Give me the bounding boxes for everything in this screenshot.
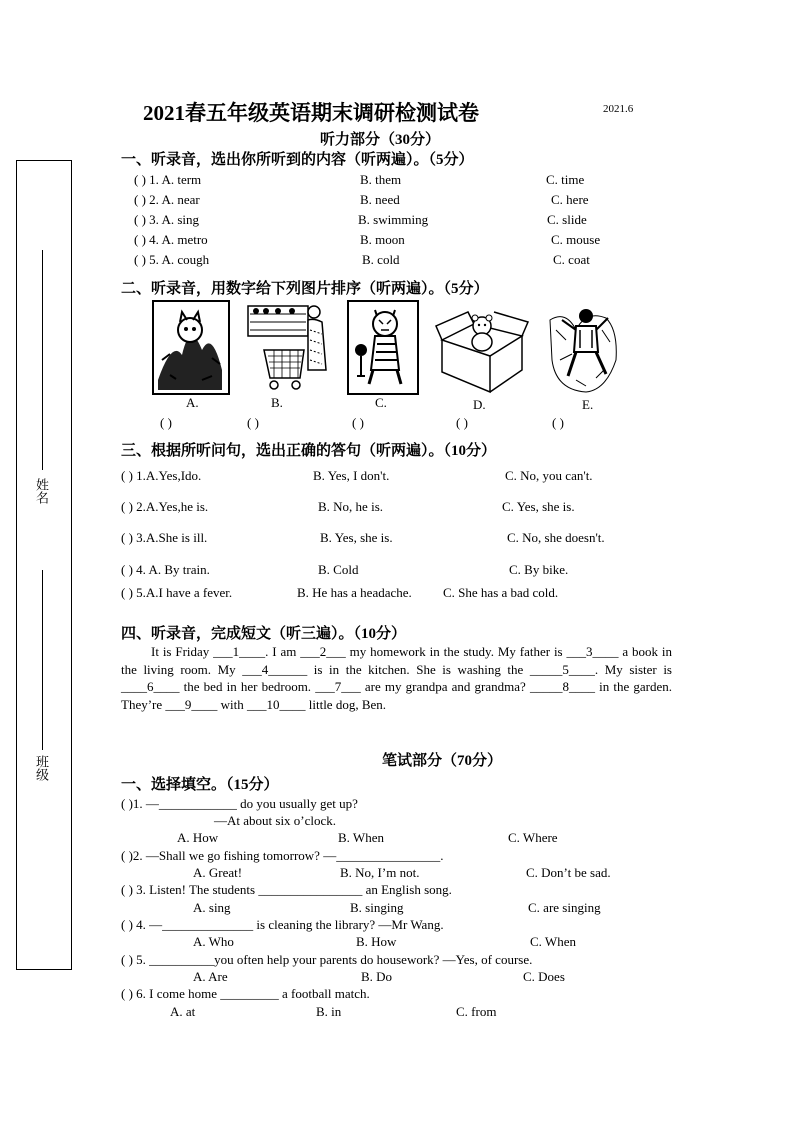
part5-item-6-a: A. at (170, 1004, 196, 1019)
name-label: 姓名 (34, 478, 49, 504)
part5-item-4-b: B. How (356, 934, 397, 949)
part3-item-2-c: C. Yes, she is. (502, 499, 575, 514)
part3-item-4-b: B. Cold (318, 562, 359, 577)
part5-item-5-a: A. Are (193, 969, 228, 984)
picture-blank-b[interactable]: ( ) (247, 415, 259, 430)
part3-item-1-b: B. Yes, I don't. (313, 468, 390, 483)
part5-item-6-b: B. in (316, 1004, 342, 1019)
cat-in-mess-icon (152, 300, 230, 395)
part5-item-2-a: A. Great! (193, 865, 243, 880)
part1-item-5-c: C. coat (553, 252, 590, 267)
listening-section-header: 听力部分（30分） (320, 132, 441, 148)
part5-item-3-c: C. are singing (528, 900, 601, 915)
part1-heading: 一、听录音，选出你所听到的内容（听两遍）。（5分） (121, 152, 474, 168)
teddy-bear-box-icon (434, 300, 530, 395)
part5-item-3-b: B. singing (350, 900, 404, 915)
part1-item-1-c: C. time (546, 172, 585, 187)
shopping-cart-icon (244, 300, 336, 395)
name-underline (42, 250, 43, 470)
part5-item-4: ( ) 4. —______________ is cleaning the library? —Mr Wang. (121, 917, 444, 932)
part3-item-3-c: C. No, she doesn't. (507, 530, 605, 545)
part5-item-4-c: C. When (530, 934, 576, 949)
picture-label-b: B. (271, 395, 283, 410)
part4-passage: It is Friday ___1____. I am ___2___ my homework in the study. My father is ___3____ a book in the living room. My ___4______ is in the kitchen. She is washing the _____5____. My sister is ____6____ the bed in her bedroom. ___7___ are my grandpa and grandma? _____8____ in the garden. They’re ___9____ with ___10____ little dog, Ben. (121, 644, 672, 712)
part1-item-4: ( ) 4. A. metro (134, 232, 208, 247)
picture-label-c: C. (375, 395, 387, 410)
part3-item-1: ( ) 1.A.Yes,Ido. (121, 468, 202, 483)
part5-item-6-c: C. from (456, 1004, 497, 1019)
part3-item-4: ( ) 4. A. By train. (121, 562, 210, 577)
part1-item-2-c: C. here (551, 192, 589, 207)
picture-blank-c[interactable]: ( ) (352, 415, 364, 430)
part1-item-2: ( ) 2. A. near (134, 192, 200, 207)
part5-item-3: ( ) 3. Listen! The students ________________ an English song. (121, 882, 452, 897)
part5-heading: 一、选择填空。（15分） (121, 777, 279, 793)
picture-label-a: A. (186, 395, 199, 410)
climber-icon (546, 300, 624, 395)
picture-blank-e[interactable]: ( ) (552, 415, 564, 430)
part5-item-1-b: B. When (338, 830, 384, 845)
part3-item-4-c: C. By bike. (509, 562, 569, 577)
picture-label-e: E. (582, 397, 594, 412)
part5-item-5: ( ) 5. __________you often help your parents do housework? —Yes, of course. (121, 952, 533, 967)
part1-item-3-b: B. swimming (358, 212, 429, 227)
part1-item-3-c: C. slide (547, 212, 587, 227)
class-underline (42, 570, 43, 750)
part5-item-6: ( ) 6. I come home _________ a football match. (121, 986, 370, 1001)
part5-item-1: ( )1. —____________ do you usually get up? (121, 796, 358, 811)
part5-item-2: ( )2. —Shall we go fishing tomorrow? —________________. (121, 848, 444, 863)
part1-item-2-b: B. need (360, 192, 400, 207)
part1-item-5: ( ) 5. A. cough (134, 252, 210, 267)
part1-item-5-b: B. cold (362, 252, 400, 267)
part3-item-3: ( ) 3.A.She is ill. (121, 530, 208, 545)
part3-item-1-c: C. No, you can't. (505, 468, 593, 483)
part1-item-4-b: B. moon (360, 232, 405, 247)
part5-item-1-c: C. Where (508, 830, 558, 845)
part5-item-2-c: C. Don’t be sad. (526, 865, 611, 880)
written-section-header: 笔试部分（70分） (382, 753, 503, 769)
part4-heading: 四、听录音，完成短文（听三遍）。（10分） (121, 626, 407, 642)
class-label: 班级 (34, 755, 49, 781)
page-title: 2021春五年级英语期末调研检测试卷 (143, 101, 479, 125)
part1-item-1: ( ) 1. A. term (134, 172, 202, 187)
part3-item-5-b: B. He has a headache. (297, 585, 412, 600)
part2-heading: 二、听录音，用数字给下列图片排序（听两遍）。（5分） (121, 281, 489, 297)
tiger-icon (347, 300, 419, 395)
part3-item-2-b: B. No, he is. (318, 499, 383, 514)
exam-date: 2021.6 (603, 103, 634, 115)
picture-blank-a[interactable]: ( ) (160, 415, 172, 430)
part5-item-1-a: A. How (177, 830, 219, 845)
part5-item-2-b: B. No, I’m not. (340, 865, 420, 880)
part1-item-1-b: B. them (360, 172, 402, 187)
part3-item-5-c: C. She has a bad cold. (443, 585, 559, 600)
part5-item-3-a: A. sing (193, 900, 231, 915)
part3-heading: 三、根据所听问句，选出正确的答句（听两遍）。（10分） (121, 443, 497, 459)
part1-item-4-c: C. mouse (551, 232, 601, 247)
binding-margin-box (16, 160, 72, 970)
part1-item-3: ( ) 3. A. sing (134, 212, 199, 227)
part3-item-5: ( ) 5.A.I have a fever. (121, 585, 233, 600)
part5-item-1-line2: —At about six o’clock. (214, 813, 337, 828)
part3-item-3-b: B. Yes, she is. (320, 530, 393, 545)
part5-item-5-b: B. Do (361, 969, 393, 984)
picture-blank-d[interactable]: ( ) (456, 415, 468, 430)
part3-item-2: ( ) 2.A.Yes,he is. (121, 499, 209, 514)
part5-item-5-c: C. Does (523, 969, 565, 984)
part5-item-4-a: A. Who (193, 934, 234, 949)
picture-label-d: D. (473, 397, 486, 412)
